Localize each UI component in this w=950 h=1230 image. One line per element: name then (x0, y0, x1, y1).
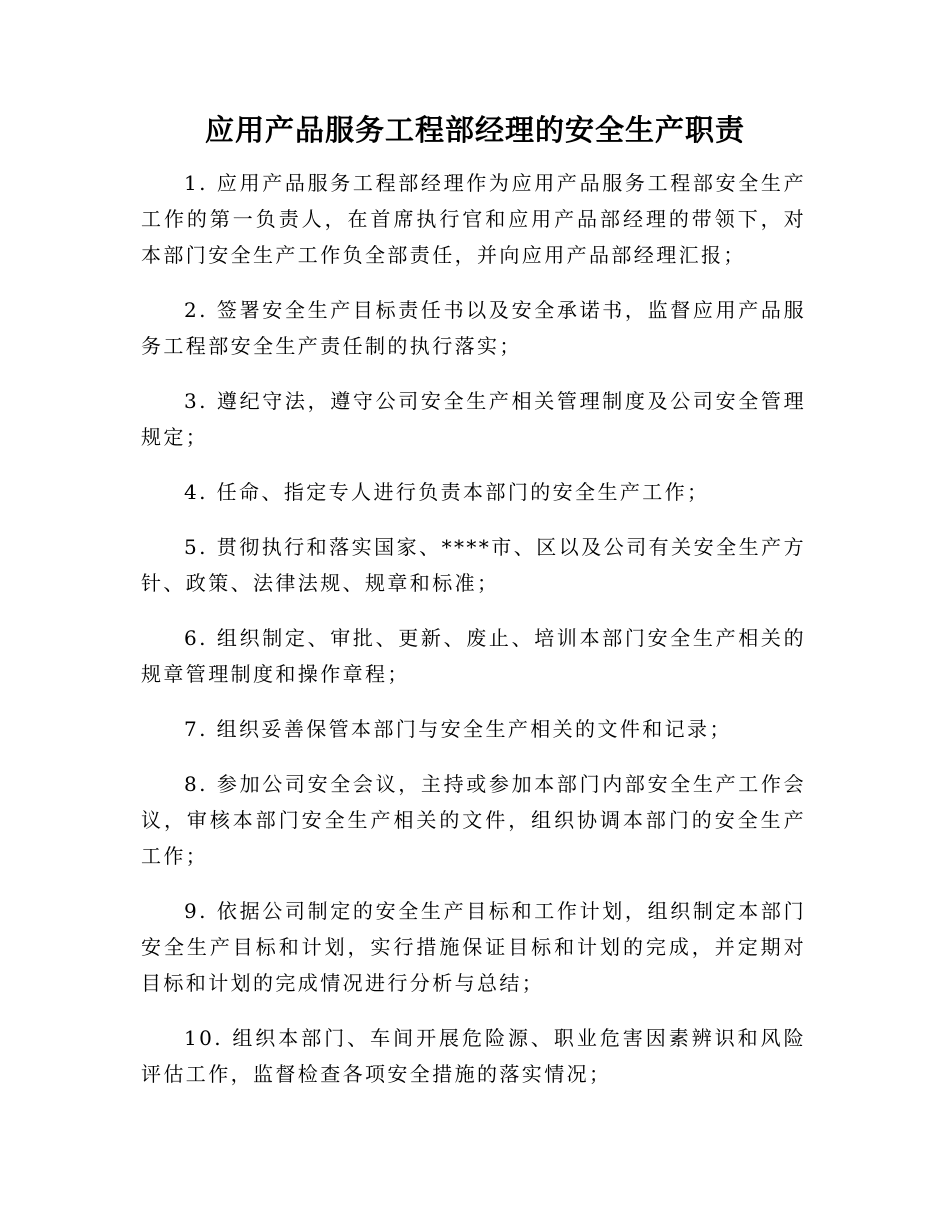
paragraph-2: 2. 签署安全生产目标责任书以及安全承诺书，监督应用产品服务工程部安全生产责任制的执行落实； (141, 298, 806, 358)
document-title: 应用产品服务工程部经理的安全生产职责 (204, 113, 745, 147)
paragraph-9: 9. 依据公司制定的安全生产目标和工作计划，组织制定本部门安全生产目标和计划，实行措施保证目标和计划的完成，并定期对目标和计划的完成情况进行分析与总结； (141, 899, 806, 995)
paragraph-5: 5. 贯彻执行和落实国家、****市、区以及公司有关安全生产方针、政策、法律法规、规章和标准； (141, 535, 806, 595)
paragraph-10: 10. 组织本部门、车间开展危险源、职业危害因素辨识和风险评估工作，监督检查各项安全措施的落实情况； (141, 1026, 806, 1086)
document-body (141, 165, 806, 1111)
paragraph-3: 3. 遵纪守法，遵守公司安全生产相关管理制度及公司安全管理规定； (141, 389, 806, 449)
paragraph-1: 1. 应用产品服务工程部经理作为应用产品服务工程部安全生产工作的第一负责人，在首席执行官和应用产品部经理的带领下，对本部门安全生产工作负全部责任，并向应用产品部经理汇报； (141, 171, 806, 267)
paragraph-7: 7. 组织妥善保管本部门与安全生产相关的文件和记录； (184, 717, 732, 741)
paragraph-6: 6. 组织制定、审批、更新、废止、培训本部门安全生产相关的规章管理制度和操作章程； (141, 626, 806, 686)
paragraph-4: 4. 任命、指定专人进行负责本部门的安全生产工作； (184, 480, 710, 504)
paragraph-8: 8. 参加公司安全会议，主持或参加本部门内部安全生产工作会议，审核本部门安全生产相关的文件，组织协调本部门的安全生产工作； (141, 772, 806, 868)
